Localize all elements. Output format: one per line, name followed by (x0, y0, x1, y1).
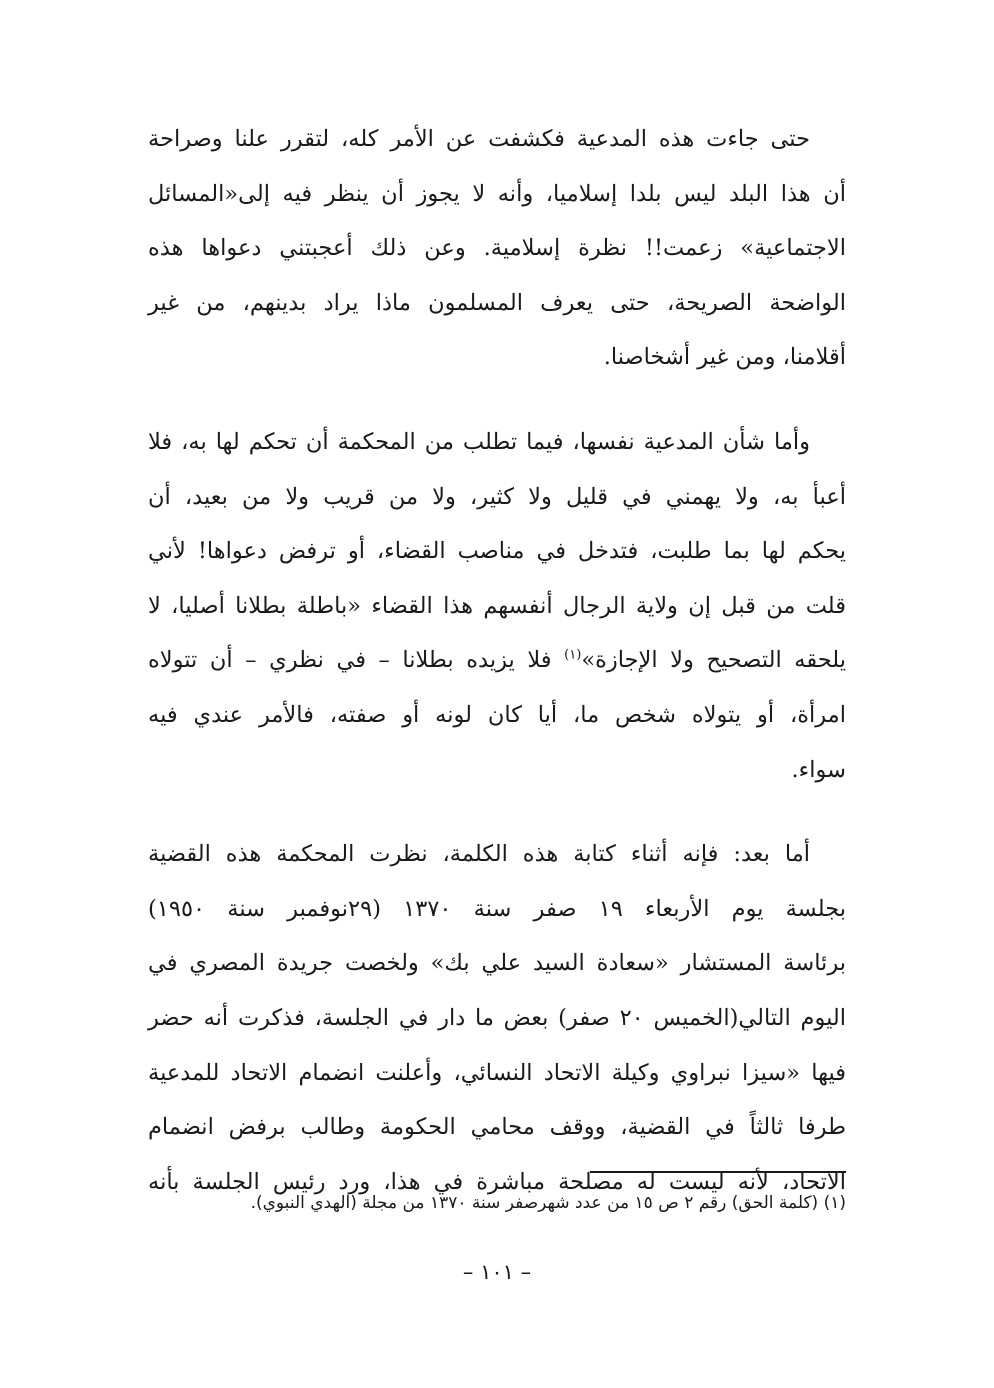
text-line: يحكم لها بما طلبت، فتدخل في مناصب القضاء، أو ترفض دعواها! لأني (148, 538, 846, 565)
paragraph-2 (148, 415, 846, 797)
footnote: (١) (كلمة الحق) رقم ٢ ص ١٥ من عدد شهرصفر سنة ١٣٧٠ من مجلة (الهدي النبوي). (250, 1193, 846, 1213)
text-line: حتى جاءت هذه المدعية فكشفت عن الأمر كله، لتقرر علنا وصراحة (148, 126, 810, 152)
footnote-separator (590, 1171, 846, 1173)
text-segment: يلحقه التصحيح ولا الإجازة» (581, 647, 846, 674)
footnote-marker: (١) (564, 647, 582, 663)
text-line: فيها «سيزا نبراوي وكيلة الاتحاد النسائي، وأعلنت انضمام الاتحاد للمدعية (148, 1059, 846, 1086)
text-line: الواضحة الصريحة، حتى يعرف المسلمون ماذا يراد بدينهم، من غير (148, 289, 846, 316)
text-line: أعبأ به، ولا يهمني في قليل ولا كثير، ولا من قريب ولا من بعيد، أن (148, 483, 846, 510)
text-line: اليوم التالي(الخميس ٢٠ صفر) بعض ما دار في الجلسة، فذكرت أنه حضر (148, 1004, 847, 1031)
text-line: برئاسة المستشار «سعادة السيد علي بك» ولخصت جريدة المصري في (148, 950, 846, 977)
paragraph-1 (148, 112, 846, 385)
text-line: أقلامنا، ومن غير أشخاصنا. (603, 344, 846, 371)
text-segment: فلا يزيده بطلانا – في نظري – أن تتولاه (148, 647, 565, 674)
text-line: الاجتماعية» زعمت!! نظرة إسلامية. وعن ذلك أعجبتني دعواها هذه (148, 235, 846, 262)
body-text (148, 112, 846, 1209)
paragraph-3 (148, 827, 846, 1209)
text-line: وأما شأن المدعية نفسها، فيما تطلب من المحكمة أن تحكم لها به، فلا (148, 428, 810, 455)
text-line: أما بعد: فإنه أثناء كتابة هذه الكلمة، نظرت المحكمة هذه القضية (148, 841, 810, 868)
text-line: بجلسة يوم الأربعاء ١٩ صفر سنة ١٣٧٠ (٢٩نوفمبر سنة ١٩٥٠) (148, 895, 846, 922)
page-number: – ١٠١ – (462, 1260, 532, 1284)
text-line: الاتحاد، لأنه ليست له مصلحة مباشرة في هذا، ورد رئيس الجلسة بأنه (148, 1168, 846, 1195)
text-line: أن هذا البلد ليس بلدا إسلاميا، وأنه لا يجوز أن ينظر فيه إلى«المسائل (148, 180, 846, 207)
text-line: طرفا ثالثاً في القضية، ووقف محامي الحكومة وطالب برفض انضمام (148, 1114, 846, 1141)
text-line: سواء. (791, 756, 846, 783)
text-line: امرأة، أو يتولاه شخص ما، أيا كان لونه أو صفته، فالأمر عندي فيه (148, 701, 846, 728)
text-line: قلت من قبل إن ولاية الرجال أنفسهم هذا القضاء «باطلة بطلانا أصليا، لا (148, 592, 846, 619)
text-line-with-footnote (148, 633, 846, 688)
